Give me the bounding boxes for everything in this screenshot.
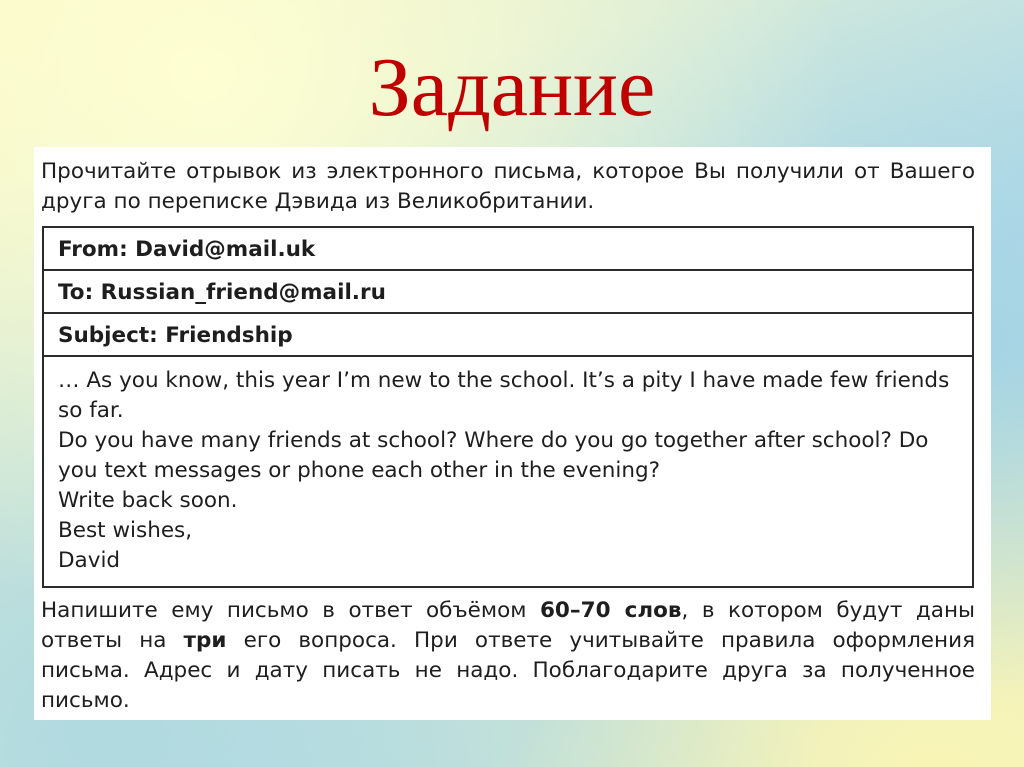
intro-text: Прочитайте отрывок из электронного письма, которое Вы получили от Вашего друга по переписке Дэвида из Великобритании. [41, 159, 975, 214]
task-text: Напишите ему письмо в ответ объёмом [41, 598, 540, 623]
email-body-line: Write back soon. [58, 488, 238, 513]
task-card [34, 147, 991, 720]
task-word-count: 60–70 слов [539, 598, 682, 623]
email-table [42, 226, 974, 588]
task-text: , в котором будут даны ответы на [41, 598, 975, 653]
email-body-line: Do you have many friends at school? Where do you go together after school? Do you text messages or phone each other in the evening? [58, 428, 929, 483]
email-body-line: David [58, 548, 121, 573]
email-to: To: Russian_friend@mail.ru [44, 271, 972, 314]
email-from: From: David@mail.uk [44, 228, 972, 271]
task-question-count: три [183, 628, 227, 653]
task-instructions [41, 596, 975, 716]
task-text: его вопроса. При ответе учитывайте правила оформления письма. Адрес и дату писать не надо. Поблагодарите друга за полученное письмо. [41, 628, 975, 713]
slide-title: Задание [368, 41, 656, 134]
email-body [44, 357, 972, 586]
email-body-line: Best wishes, [58, 518, 193, 543]
email-body-line: … As you know, this year I’m new to the school. It’s a pity I have made few friends so far. [58, 368, 950, 423]
email-subject: Subject: Friendship [44, 314, 972, 357]
